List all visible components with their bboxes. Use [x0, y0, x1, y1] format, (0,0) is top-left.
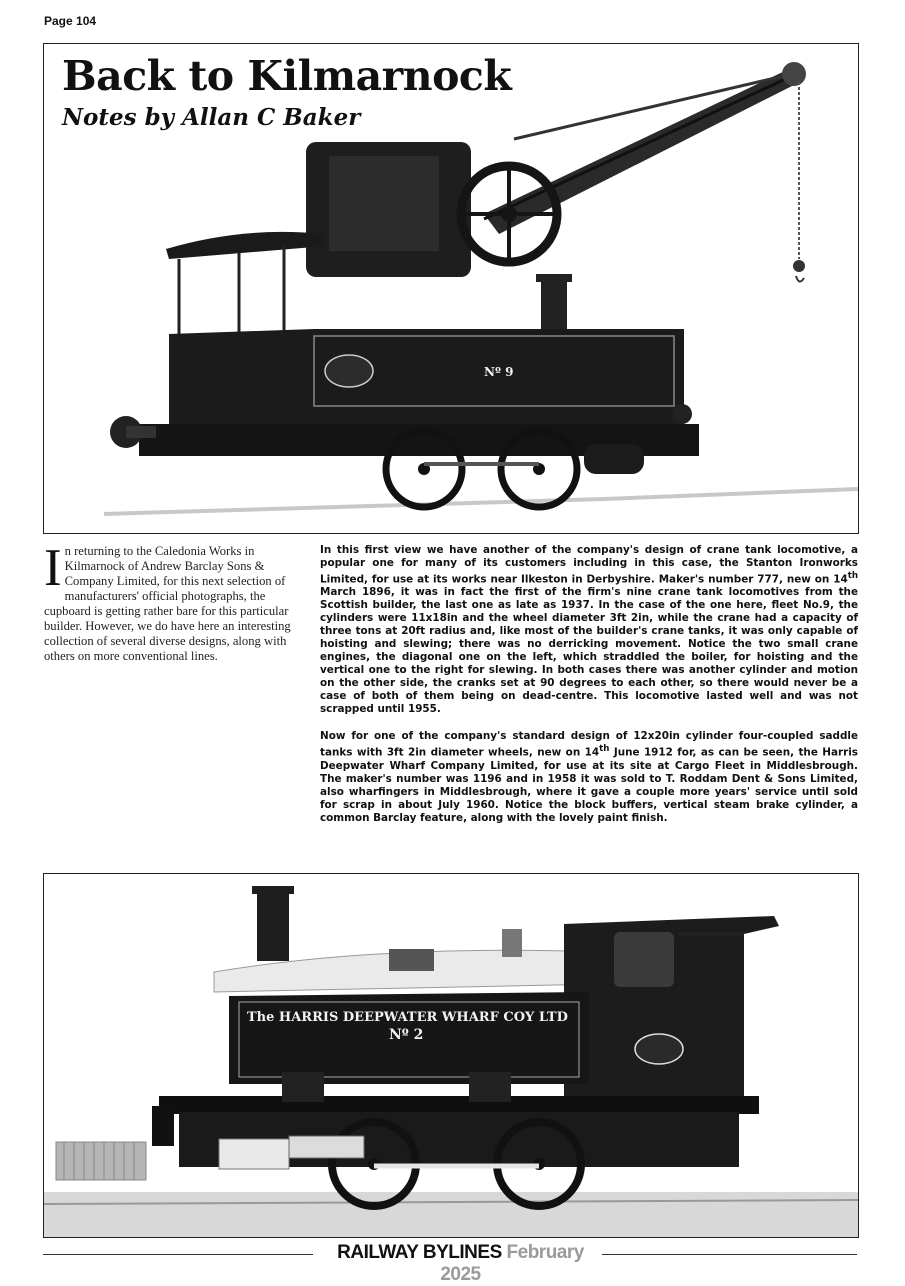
crane-tank-photo	[43, 43, 859, 534]
footer-magazine: RAILWAY BYLINES	[337, 1242, 502, 1263]
page-footer	[43, 1242, 857, 1285]
article-title: Back to Kilmarnock	[62, 52, 512, 100]
saddle-tank-illustration	[44, 874, 858, 1237]
caption-paragraph-2: Now for one of the company's standard design of 12x20in cylinder four-coupled saddle tanks with 3ft 2in diameter wheels, new on 14th June 1912 for, as can be seen, the Harris Deepwater Wharf Company Limited, for use at its site at Cargo Fleet in Middlesbrough. The maker's number was 1196 and in 1958 it was sold to T. Roddam Dent & Sons Limited, also wharfingers in Middlesbrough, where it gave a couple more years' service until sold for scrap in about July 1960. Notice the block buffers, vertical steam brake cylinder, a common Barclay feature, along with the lovely paint finish.	[320, 730, 858, 824]
caption-paragraph-1: In this first view we have another of the company's design of crane tank locomotive, a popular one for many of its customers including in this case, the Stanton Ironworks Limited, for use at its works near Ilkeston in Derbyshire. Maker's number 777, new on 14th March 1896, it was in fact the first of the firm's nine crane tank locomotives from the Scottish builder, the last one as late as 1937. In the case of the one here, fleet No.9, the cylinders were 11x18in and the wheel diameter 3ft 2in, while the crane had a capacity of three tons at 20ft radius and, like most of the builder's crane tanks, it was only capable of hoisting and slewing; there was no derricking movement. Notice the two small crane engines, the diagonal one on the left, which straddled the boiler, for hoisting and the vertical one to the right for slewing. In both cases there was another cylinder and motion on the other side, the cranks set at 90 degrees to each other, so there would never be a case of both of them being on dead-centre. This locomotive lasted well and was not scrapped until 1955.	[320, 544, 858, 716]
footer-rule-right	[602, 1254, 857, 1255]
article-byline: Notes by Allan C Baker	[62, 104, 361, 131]
saddle-tank-photo	[43, 873, 859, 1238]
footer-issue: February 2025	[440, 1242, 584, 1285]
crane-tank-number-plate: Nº 9	[484, 365, 514, 379]
intro-paragraph	[44, 539, 306, 664]
footer-rule-left	[43, 1254, 313, 1255]
drop-cap: I	[44, 539, 62, 597]
intro-text: n returning to the Caledonia Works in Kilmarnock of Andrew Barclay Sons & Company Limited, for this next selection of manufacturers' official photographs, the cupboard is getting rather bare for this particular builder. However, we do have here an interesting collection of several diverse designs, along with others on more conventional lines.	[44, 544, 291, 663]
caption-column	[320, 544, 858, 839]
footer-title	[318, 1242, 603, 1286]
tank-number: Nº 2	[389, 1027, 424, 1043]
tank-lettering: The HARRIS DEEPWATER WHARF COY LTD	[247, 1010, 568, 1025]
page-number: Page 104	[44, 14, 97, 28]
